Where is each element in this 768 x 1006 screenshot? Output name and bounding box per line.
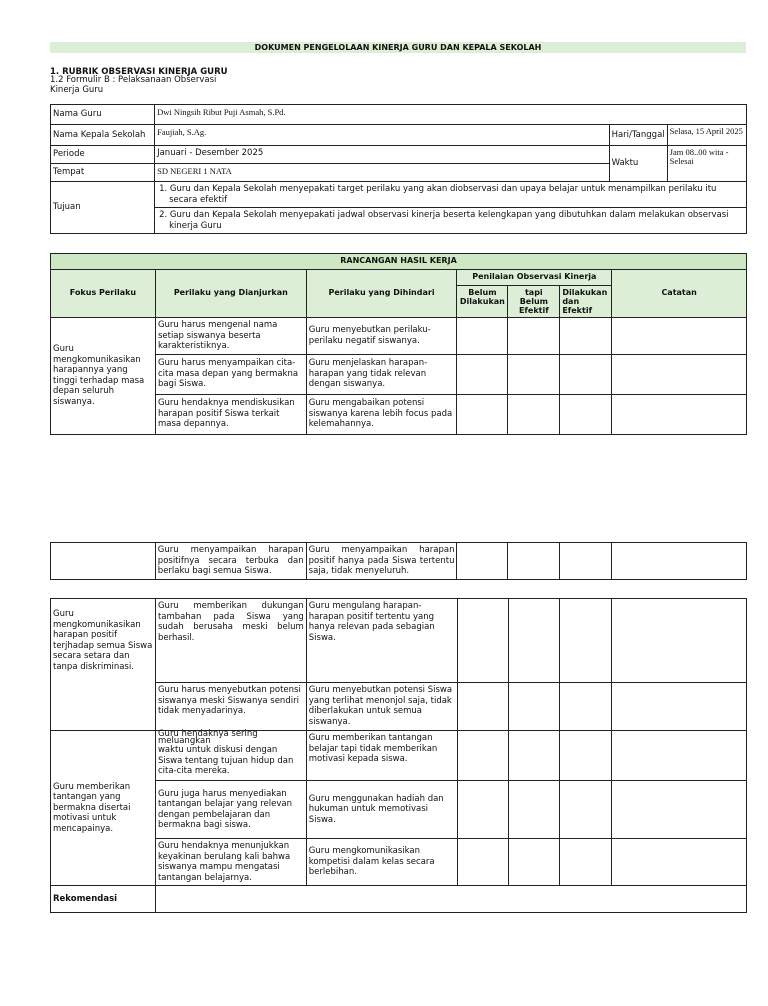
fokus-1: Guru mengkomunikasikan harapannya yang tinggi terhadap masa depan seluruh siswanya. — [51, 318, 156, 435]
waktu-value: Jam 08..00 wita - Selesai — [667, 146, 746, 182]
hindar-1-1: Guru menyebutkan perilaku-perilaku negatif siswanya. — [306, 318, 457, 355]
nilai-cell[interactable] — [457, 683, 508, 731]
anjur-2-1: Guru memberikan dukungan tambahan pada Siswa yang sudah berusaha meski belum berhasil. — [155, 599, 306, 683]
nilai-cell[interactable] — [457, 543, 508, 580]
nilai-cell[interactable] — [560, 599, 612, 683]
nilai-cell[interactable] — [457, 354, 508, 394]
hindar-3-2: Guru menggunakan hadiah dan hukuman untuk memotivasi Siswa. — [306, 781, 457, 839]
anjur-3-2: Guru juga harus menyediakan tantangan belajar yang relevan dengan pembelajaran dan bermakna bagi siswa. — [155, 781, 306, 839]
anjur-3-1b: waktu untuk diskusi dengan Siswa tentang tujuan hidup dan cita-cita mereka. — [157, 745, 294, 776]
kepala-value: Faujiah, S.Ag. — [155, 125, 609, 146]
waktu-label: Waktu — [609, 146, 667, 182]
fokus-cont — [51, 543, 156, 580]
nilai-cell[interactable] — [508, 318, 560, 355]
rekomendasi-field[interactable] — [155, 886, 746, 913]
catatan-cell[interactable] — [612, 781, 747, 839]
nilai-cell[interactable] — [457, 731, 508, 781]
tempat-value: SD NEGERI 1 NATA — [155, 164, 609, 182]
nama-guru-label: Nama Guru — [51, 105, 155, 125]
page2-top-table — [50, 542, 747, 580]
anjur-1-3: Guru hendaknya mendiskusikan harapan positif Siswa terkait masa depannya. — [155, 394, 306, 434]
nilai-cell[interactable] — [457, 318, 508, 355]
nilai-cell[interactable] — [508, 683, 560, 731]
document-title: DOKUMEN PENGELOLAAN KINERJA GURU DAN KEPALA SEKOLAH — [50, 42, 746, 53]
catatan-cell[interactable] — [612, 683, 747, 731]
page2-table — [50, 598, 747, 913]
hari-value: Selasa, 15 April 2025 — [667, 125, 746, 146]
nilai-cell[interactable] — [508, 731, 560, 781]
nilai-cell[interactable] — [508, 781, 560, 839]
hari-label: Hari/Tanggal — [609, 125, 667, 146]
fokus-2: Guru mengkomunikasikan harapan positif terjhadap semua Siswa secara setara dan tanpa diskriminasi. — [51, 599, 156, 731]
nilai-cell[interactable] — [560, 543, 612, 580]
col-fokus: Fokus Perilaku — [51, 270, 156, 318]
tujuan-1: 1. Guru dan Kepala Sekolah menyepakati target perilaku yang akan diobservasi dan upaya belajar untuk menampilkan perilaku itu secara efektif — [159, 184, 717, 205]
nilai-cell[interactable] — [508, 543, 560, 580]
section-title: 1. RUBRIK OBSERVASI KINERJA GURU — [50, 67, 228, 77]
nilai-cell[interactable] — [508, 394, 560, 434]
nilai-cell[interactable] — [457, 599, 508, 683]
hindar-top: Guru menyampaikan harapan positif hanya pada Siswa tertentu saja, tidak menyeluruh. — [306, 543, 457, 580]
info-table — [50, 104, 747, 234]
nilai-cell[interactable] — [560, 354, 612, 394]
hindar-2-2: Guru menyebutkan potensi Siswa yang terlihat menonjol saja, tidak diberlakukan untuk semua siswanya. — [306, 683, 457, 731]
hindar-1-3: Guru mengabaikan potensi siswanya karena lebih focus pada kelemahannya. — [306, 394, 457, 434]
nilai-cell[interactable] — [560, 731, 612, 781]
col-belum: Belum Dilakukan — [457, 286, 508, 318]
hindar-3-3: Guru mengkomunikasikan kompetisi dalam kelas secara berlebihan. — [306, 839, 457, 886]
rancangan-title: RANCANGAN HASIL KERJA — [51, 254, 747, 270]
anjur-2-2: Guru harus menyebutkan potensi siswanya meski Siswanya sendiri tidak menyadarinya. — [155, 683, 306, 731]
catatan-cell[interactable] — [612, 354, 747, 394]
catatan-cell[interactable] — [612, 318, 747, 355]
col-tapi: tapi Belum Efektif — [508, 286, 560, 318]
catatan-cell[interactable] — [612, 599, 747, 683]
nilai-cell[interactable] — [560, 839, 612, 886]
periode-label: Periode — [51, 146, 155, 164]
catatan-cell[interactable] — [612, 543, 747, 580]
catatan-cell[interactable] — [612, 731, 747, 781]
col-dilakukan: Dilakukan dan Efektif — [560, 286, 612, 318]
nilai-cell[interactable] — [560, 318, 612, 355]
hindar-1-2: Guru menjelaskan harapan-harapan yang tidak relevan dengan siswanya. — [306, 354, 457, 394]
nilai-cell[interactable] — [457, 781, 508, 839]
nilai-cell[interactable] — [560, 781, 612, 839]
nilai-cell[interactable] — [457, 839, 508, 886]
anjur-1-1: Guru harus mengenal nama setiap siswanya beserta karakteristiknya. — [155, 318, 306, 355]
anjur-1-2: Guru harus menyampaikan cita-cita masa depan yang bermakna bagi Siswa. — [155, 354, 306, 394]
anjur-top: Guru menyampaikan harapan positifnya secara terbuka dan berlaku bagi semua Siswa. — [155, 543, 306, 580]
periode-value: Januari - Desember 2025 — [155, 146, 609, 164]
subsection-title: 1.2 Formulir B : Pelaksanaan Observasi Kinerja Guru — [50, 75, 217, 95]
catatan-cell[interactable] — [612, 394, 747, 434]
catatan-cell[interactable] — [612, 839, 747, 886]
nilai-cell[interactable] — [508, 599, 560, 683]
tujuan-2: 2. Guru dan Kepala Sekolah menyepakati jadwal observasi kinerja beserta kelengkapan yang dibutuhkan dalam melakukan observasi kinerja Guru — [159, 210, 729, 231]
hindar-3-1: Guru memberikan tantangan belajar tapi tidak memberikan motivasi kepada siswa. — [306, 731, 457, 781]
nilai-cell[interactable] — [457, 394, 508, 434]
anjur-3-3: Guru hendaknya menunjukkan keyakinan berulang kali bahwa siswanya mampu mengatasi tantangan belajarnya. — [155, 839, 306, 886]
nilai-cell[interactable] — [508, 839, 560, 886]
tempat-label: Tempat — [51, 164, 155, 182]
nilai-cell[interactable] — [508, 354, 560, 394]
nilai-cell[interactable] — [560, 394, 612, 434]
fokus-3: Guru memberikan tantangan yang bermakna disertai motivasi untuk mencapainya. — [51, 731, 156, 886]
col-dihindari: Perilaku yang Dihindari — [306, 270, 457, 318]
nilai-cell[interactable] — [560, 683, 612, 731]
anjur-3-1a: Guru hendaknya sering meluangkan — [157, 729, 258, 746]
tujuan-label: Tujuan — [51, 182, 155, 234]
rancangan-table — [50, 253, 747, 435]
hindar-2-1: Guru mengulang harapan-harapan positif tertentu yang hanya relevan pada sebagian Siswa. — [306, 599, 457, 683]
col-catatan: Catatan — [612, 270, 747, 318]
col-penilaian: Penilaian Observasi Kinerja — [457, 270, 612, 286]
kepala-label: Nama Kepala Sekolah — [51, 125, 155, 146]
nama-guru-value: Dwi Ningsih Ribut Puji Asmah, S.Pd. — [155, 105, 747, 125]
col-dianjurkan: Perilaku yang Dianjurkan — [155, 270, 306, 318]
rekomendasi-label: Rekomendasi — [51, 886, 156, 913]
